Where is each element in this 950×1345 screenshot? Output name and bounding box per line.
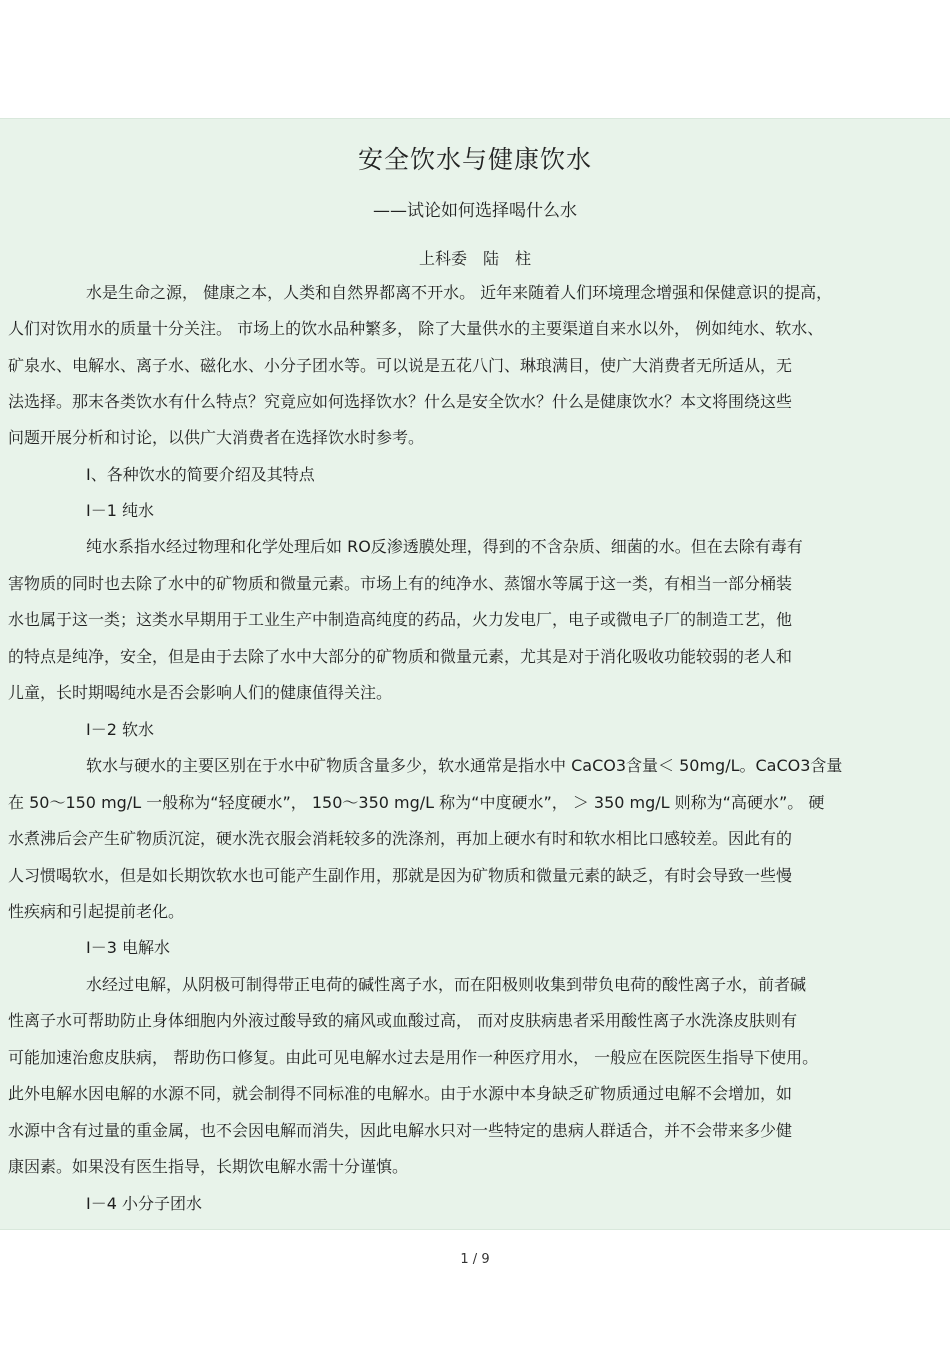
- paragraph-line: 水煮沸后会产生矿物质沉淀，硬水洗衣服会消耗较多的洗涤剂，再加上硬水有时和软水相比口感较差。因此有的: [8, 829, 793, 848]
- paragraph-line: 康因素。如果没有医生指导，长期饮电解水需十分谨慎。: [8, 1157, 409, 1176]
- paragraph-line: 法选择。那末各类饮水有什么特点？究竟应如何选择饮水？什么是安全饮水？什么是健康饮水？本文将围绕这些: [8, 392, 793, 411]
- subsection-heading: Ⅰ－4 小分子团水: [86, 1194, 202, 1213]
- paragraph-line: 儿童，长时期喝纯水是否会影响人们的健康值得关注。: [8, 683, 393, 702]
- paragraph-line: 此外电解水因电解的水源不同，就会制得不同标准的电解水。由于水源中本身缺乏矿物质通过电解不会增加，如: [8, 1084, 793, 1103]
- paragraph-line: 人习惯喝软水，但是如长期饮软水也可能产生副作用，那就是因为矿物质和微量元素的缺乏，有时会导致一些慢: [8, 866, 793, 885]
- paragraph-line: 软水与硬水的主要区别在于水中矿物质含量多少，软水通常是指水中 CaCO3含量＜ 50mg/L。CaCO3含量: [86, 756, 843, 775]
- paragraph-line: 水源中含有过量的重金属，也不会因电解而消失，因此电解水只对一些特定的患病人群适合，并不会带来多少健: [8, 1121, 793, 1140]
- paragraph-line: 性离子水可帮助防止身体细胞内外液过酸导致的痛风或血酸过高， 而对皮肤病患者采用酸性离子水洗涤皮肤则有: [8, 1011, 798, 1030]
- section-heading: Ⅰ、各种饮水的简要介绍及其特点: [86, 465, 315, 484]
- paragraph-line: 在 50～150 mg/L 一般称为“轻度硬水”， 150～350 mg/L 称为“中度硬水”， ＞ 350 mg/L 则称为“高硬水”。 硬: [8, 793, 825, 812]
- paragraph-line: 的特点是纯净，安全，但是由于去除了水中大部分的矿物质和微量元素，尤其是对于消化吸收功能较弱的老人和: [8, 647, 793, 666]
- paragraph-line: 纯水系指水经过物理和化学处理后如 RO反渗透膜处理，得到的不含杂质、细菌的水。但在去除有毒有: [86, 537, 803, 556]
- paragraph-line: 水是生命之源， 健康之本，人类和自然界都离不开水。 近年来随着人们环境理念增强和保健意识的提高，: [86, 283, 833, 302]
- paragraph-line: 水也属于这一类；这类水早期用于工业生产中制造高纯度的药品，火力发电厂，电子或微电子厂的制造工艺，他: [8, 610, 793, 629]
- paragraph-line: 问题开展分析和讨论，以供广大消费者在选择饮水时参考。: [8, 428, 425, 447]
- paragraph-line: 可能加速治愈皮肤病， 帮助伤口修复。由此可见电解水过去是用作一种医疗用水， 一般应在医院医生指导下使用。: [8, 1048, 819, 1067]
- paragraph-line: 害物质的同时也去除了水中的矿物质和微量元素。市场上有的纯净水、蒸馏水等属于这一类，有相当一部分桶装: [8, 574, 793, 593]
- subsection-heading: Ⅰ－3 电解水: [86, 938, 170, 957]
- document-title: 安全饮水与健康饮水: [357, 145, 592, 174]
- paragraph-line: 水经过电解，从阴极可制得带正电荷的碱性离子水，而在阳极则收集到带负电荷的酸性离子水，前者碱: [86, 975, 807, 994]
- document-author: 上科委 陆 柱: [418, 249, 531, 268]
- paragraph-line: 矿泉水、电解水、离子水、磁化水、小分子团水等。可以说是五花八门、琳琅满目，使广大消费者无所适从，无: [8, 356, 793, 375]
- paragraph-line: 性疾病和引起提前老化。: [8, 902, 185, 921]
- page-number: 1 / 9: [460, 1252, 490, 1267]
- paragraph-line: 人们对饮用水的质量十分关注。 市场上的饮水品种繁多， 除了大量供水的主要渠道自来水以外， 例如纯水、软水、: [8, 319, 824, 338]
- subsection-heading: Ⅰ－1 纯水: [86, 501, 154, 520]
- document-subtitle: ——试论如何选择喝什么水: [373, 201, 577, 221]
- subsection-heading: Ⅰ－2 软水: [86, 720, 154, 739]
